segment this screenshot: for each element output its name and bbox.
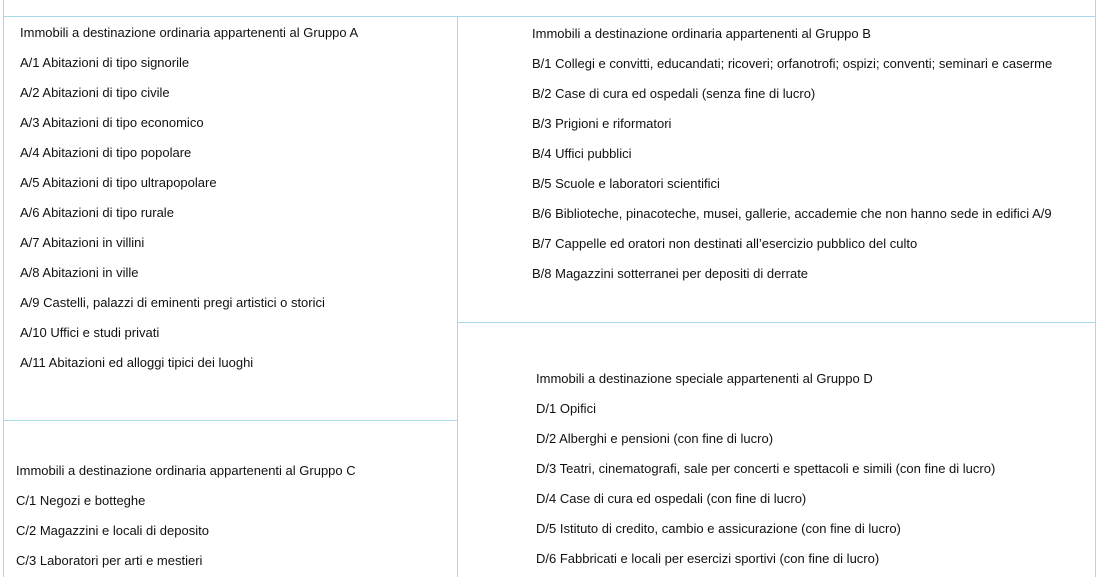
list-item: C/3 Laboratori per arti e mestieri: [16, 553, 203, 568]
list-item: B/3 Prigioni e riformatori: [532, 116, 672, 131]
list-item: A/5 Abitazioni di tipo ultrapopolare: [20, 175, 217, 190]
group-d-cell: [536, 364, 995, 574]
list-item: A/4 Abitazioni di tipo popolare: [20, 145, 192, 160]
divider-left-edge: [3, 0, 4, 577]
list-item: B/4 Uffici pubblici: [532, 146, 632, 161]
list-item: A/1 Abitazioni di tipo signorile: [20, 55, 190, 70]
group-c-heading: Immobili a destinazione ordinaria appartenenti al Gruppo C: [16, 463, 356, 478]
divider-right-horizontal: [457, 322, 1096, 323]
group-b-heading: Immobili a destinazione ordinaria appartenenti al Gruppo B: [532, 26, 871, 41]
list-item: D/2 Alberghi e pensioni (con fine di lucro): [536, 431, 774, 446]
list-item: B/1 Collegi e convitti, educandati; ricoveri; orfanotrofi; ospizi; conventi; seminari e caserme: [532, 56, 1053, 71]
list-item: C/2 Magazzini e locali di deposito: [16, 523, 209, 538]
list-item: A/6 Abitazioni di tipo rurale: [20, 205, 174, 220]
divider-top: [3, 16, 1096, 17]
group-a-heading: Immobili a destinazione ordinaria appartenenti al Gruppo A: [20, 25, 359, 40]
list-item: B/2 Case di cura ed ospedali (senza fine di lucro): [532, 86, 816, 101]
list-item: B/8 Magazzini sotterranei per depositi di derrate: [532, 266, 809, 281]
divider-right-edge: [1095, 0, 1096, 577]
list-item: C/1 Negozi e botteghe: [16, 493, 146, 508]
group-b-cell: [532, 19, 1052, 289]
group-d-heading: Immobili a destinazione speciale appartenenti al Gruppo D: [536, 371, 873, 386]
group-c-cell: [16, 456, 356, 576]
list-item: B/5 Scuole e laboratori scientifici: [532, 176, 720, 191]
list-item: D/4 Case di cura ed ospedali (con fine di lucro): [536, 491, 807, 506]
list-item: A/10 Uffici e studi privati: [20, 325, 160, 340]
list-item: A/8 Abitazioni in ville: [20, 265, 139, 280]
list-item: B/7 Cappelle ed oratori non destinati all’esercizio pubblico del culto: [532, 236, 918, 251]
list-item: D/6 Fabbricati e locali per esercizi sportivi (con fine di lucro): [536, 551, 880, 566]
list-item: D/5 Istituto di credito, cambio e assicurazione (con fine di lucro): [536, 521, 901, 536]
list-item: A/3 Abitazioni di tipo economico: [20, 115, 204, 130]
group-a-cell: [20, 18, 358, 378]
divider-middle-vertical: [457, 16, 458, 577]
list-item: D/3 Teatri, cinematografi, sale per concerti e spettacoli e simili (con fine di lucro): [536, 461, 996, 476]
list-item: D/1 Opifici: [536, 401, 596, 416]
divider-left-horizontal: [3, 420, 457, 421]
list-item: A/11 Abitazioni ed alloggi tipici dei luoghi: [20, 355, 254, 370]
list-item: B/6 Biblioteche, pinacoteche, musei, gallerie, accademie che non hanno sede in edifici A/9: [532, 206, 1052, 221]
list-item: A/2 Abitazioni di tipo civile: [20, 85, 170, 100]
list-item: A/7 Abitazioni in villini: [20, 235, 145, 250]
list-item: A/9 Castelli, palazzi di eminenti pregi artistici o storici: [20, 295, 325, 310]
